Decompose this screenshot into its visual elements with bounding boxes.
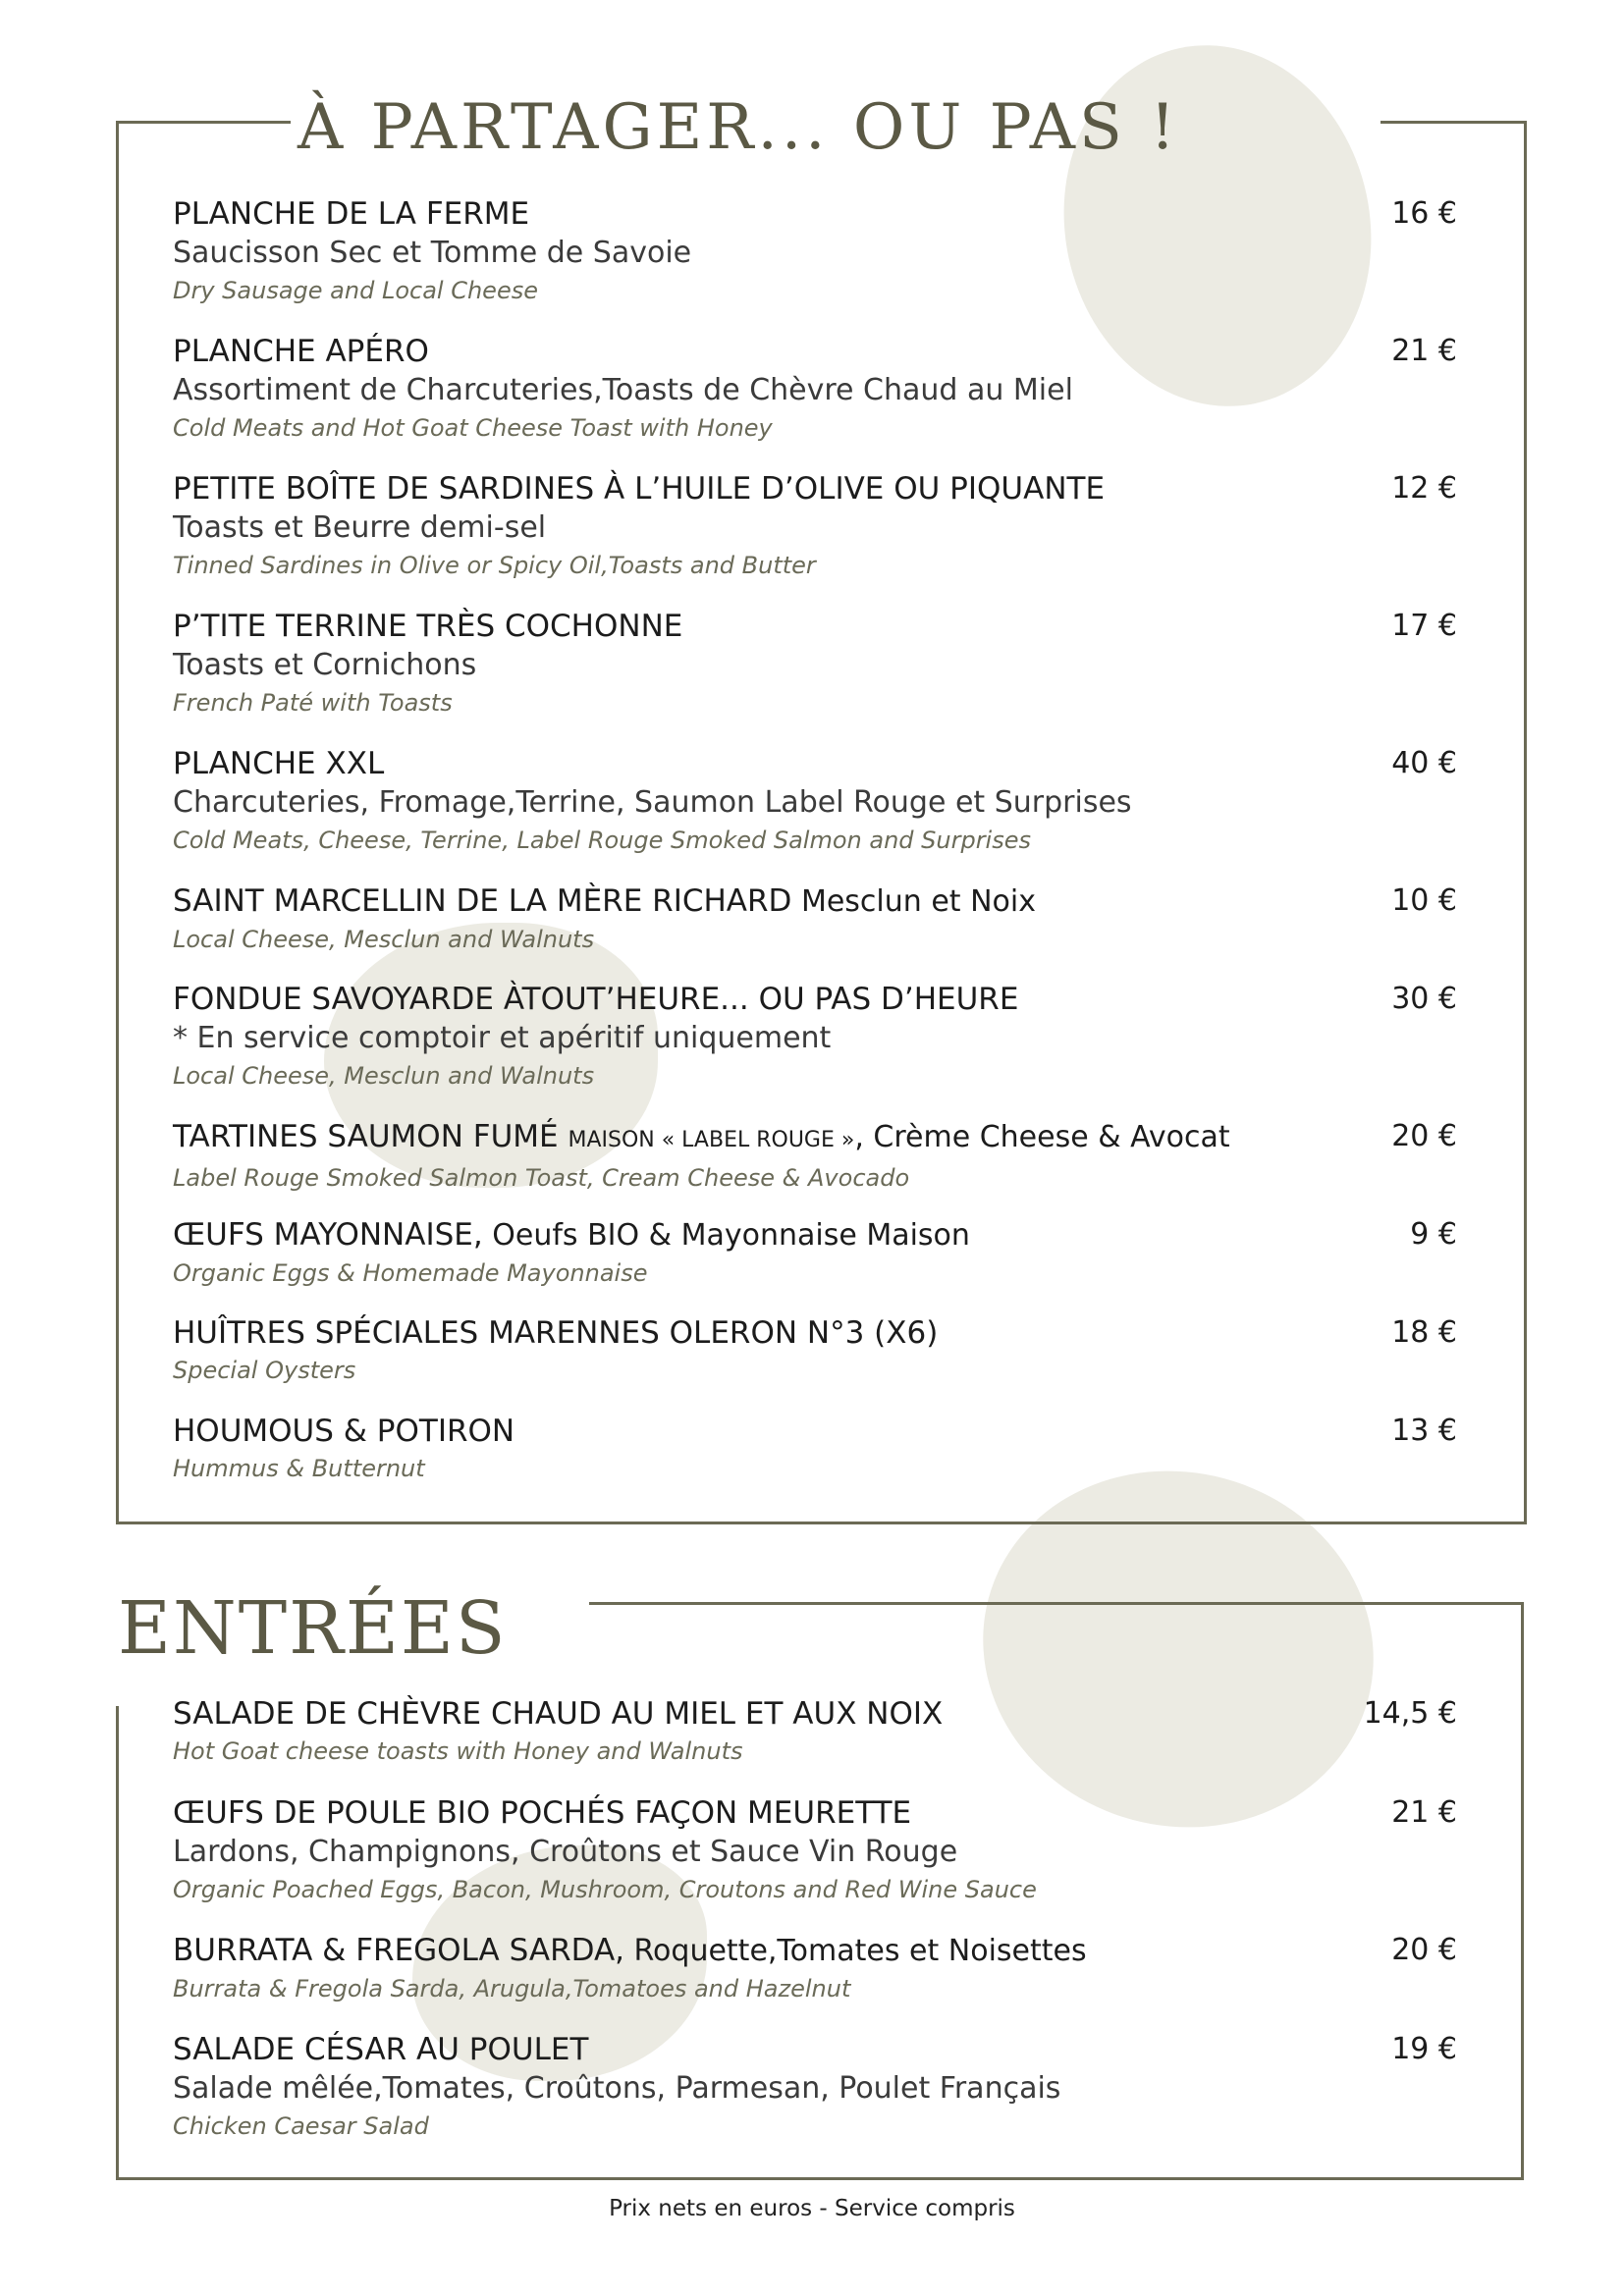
menu-item xyxy=(173,982,1457,1092)
item-translation: Local Cheese, Mesclun and Walnuts xyxy=(173,926,595,953)
item-description-inline: , Crème Cheese & Avocat xyxy=(854,1120,1230,1154)
frame-top-line xyxy=(589,1602,1521,1605)
item-name: PLANCHE XXL xyxy=(173,746,385,781)
item-price: 20 € xyxy=(1391,1933,1457,1967)
frame-top-line xyxy=(119,121,291,124)
item-price: 9 € xyxy=(1410,1217,1457,1252)
menu-item xyxy=(173,1119,1457,1194)
item-translation: Cold Meats, Cheese, Terrine, Label Rouge Smoked Salmon and Surprises xyxy=(173,827,1031,854)
item-name: HUÎTRES SPÉCIALES MARENNES OLERON N°3 (X6) xyxy=(173,1315,939,1351)
menu-item xyxy=(173,1795,1457,1905)
menu-item xyxy=(173,196,1457,306)
item-name: SALADE DE CHÈVRE CHAUD AU MIEL ET AUX NOIX xyxy=(173,1696,944,1732)
menu-item xyxy=(173,883,1457,955)
item-name: PETITE BOÎTE DE SARDINES À L’HUILE D’OLIVE OU PIQUANTE xyxy=(173,471,1106,507)
menu-item xyxy=(173,471,1457,581)
item-description: * En service comptoir et apéritif uniquement xyxy=(173,1021,832,1055)
menu-item xyxy=(173,2032,1457,2142)
item-name: P’TITE TERRINE TRÈS COCHONNE xyxy=(173,609,683,644)
item-description: Charcuteries, Fromage,Terrine, Saumon Label Rouge et Surprises xyxy=(173,785,1132,820)
item-translation: Special Oysters xyxy=(173,1357,356,1384)
item-name-line xyxy=(173,1217,1457,1254)
item-description-inline: Roquette,Tomates et Noisettes xyxy=(624,1934,1087,1968)
item-name: TARTINES SAUMON FUMÉ xyxy=(173,1119,568,1154)
menu-item xyxy=(173,1315,1457,1386)
item-name: HOUMOUS & POTIRON xyxy=(173,1414,515,1449)
item-name: ŒUFS MAYONNAISE, xyxy=(173,1217,483,1253)
item-name: FONDUE SAVOYARDE ÀTOUT’HEURE... OU PAS D’HEURE xyxy=(173,982,1019,1017)
item-price: 13 € xyxy=(1391,1414,1457,1448)
item-translation: Burrata & Fregola Sarda, Arugula,Tomatoes and Hazelnut xyxy=(173,1975,851,2002)
item-name-line xyxy=(173,1933,1457,1969)
item-price: 14,5 € xyxy=(1363,1696,1457,1731)
item-price: 19 € xyxy=(1391,2032,1457,2066)
item-description: Toasts et Beurre demi-sel xyxy=(173,510,547,545)
item-price: 20 € xyxy=(1391,1119,1457,1153)
item-translation: Cold Meats and Hot Goat Cheese Toast with Honey xyxy=(173,414,773,442)
item-description: Assortiment de Charcuteries,Toasts de Chèvre Chaud au Miel xyxy=(173,373,1073,407)
item-name: SAINT MARCELLIN DE LA MÈRE RICHARD xyxy=(173,883,792,919)
section-title: À PARTAGER... OU PAS ! xyxy=(298,91,1179,164)
item-price: 40 € xyxy=(1391,746,1457,780)
item-name-small: MAISON « LABEL ROUGE » xyxy=(568,1128,855,1152)
section-title: ENTRÉES xyxy=(118,1586,508,1671)
menu-item xyxy=(173,1696,1457,1767)
item-name: ŒUFS DE POULE BIO POCHÉS FAÇON MEURETTE xyxy=(173,1795,912,1831)
frame-left-line xyxy=(116,1706,119,2180)
item-translation: Hummus & Butternut xyxy=(173,1455,425,1482)
item-translation: Organic Poached Eggs, Bacon, Mushroom, Croutons and Red Wine Sauce xyxy=(173,1876,1037,1903)
item-name: BURRATA & FREGOLA SARDA, xyxy=(173,1933,625,1968)
item-name: PLANCHE DE LA FERME xyxy=(173,196,530,232)
item-translation: Chicken Caesar Salad xyxy=(173,2112,429,2140)
item-description-inline: Mesclun et Noix xyxy=(791,884,1036,919)
menu-item xyxy=(173,746,1457,856)
item-translation: Dry Sausage and Local Cheese xyxy=(173,277,538,304)
item-description: Saucisson Sec et Tomme de Savoie xyxy=(173,236,692,270)
item-description: Toasts et Cornichons xyxy=(173,648,477,682)
item-name-line xyxy=(173,1119,1457,1158)
item-translation: Tinned Sardines in Olive or Spicy Oil,Toasts and Butter xyxy=(173,552,816,579)
item-price: 17 € xyxy=(1391,609,1457,643)
item-translation: Hot Goat cheese toasts with Honey and Walnuts xyxy=(173,1737,743,1765)
item-description: Salade mêlée,Tomates, Croûtons, Parmesan, Poulet Français xyxy=(173,2071,1061,2106)
item-name-line xyxy=(173,883,1457,920)
item-price: 21 € xyxy=(1391,334,1457,368)
item-price: 21 € xyxy=(1391,1795,1457,1830)
item-price: 16 € xyxy=(1391,196,1457,231)
item-name: SALADE CÉSAR AU POULET xyxy=(173,2032,589,2067)
item-description: Lardons, Champignons, Croûtons et Sauce Vin Rouge xyxy=(173,1835,958,1869)
item-price: 18 € xyxy=(1391,1315,1457,1350)
item-translation: Local Cheese, Mesclun and Walnuts xyxy=(173,1062,595,1090)
footer-note: Prix nets en euros - Service compris xyxy=(609,2196,1015,2221)
item-price: 30 € xyxy=(1391,982,1457,1016)
item-translation: Organic Eggs & Homemade Mayonnaise xyxy=(173,1259,648,1287)
menu-item xyxy=(173,1414,1457,1484)
menu-item xyxy=(173,1933,1457,2004)
item-translation: French Paté with Toasts xyxy=(173,689,453,717)
item-translation: Label Rouge Smoked Salmon Toast, Cream Cheese & Avocado xyxy=(173,1164,910,1192)
item-price: 10 € xyxy=(1391,883,1457,918)
frame-top-line xyxy=(1380,121,1524,124)
menu-item xyxy=(173,609,1457,719)
item-name: PLANCHE APÉRO xyxy=(173,334,429,369)
menu-item xyxy=(173,1217,1457,1289)
menu-item xyxy=(173,334,1457,444)
item-price: 12 € xyxy=(1391,471,1457,506)
item-description-inline: Oeufs BIO & Mayonnaise Maison xyxy=(482,1218,970,1253)
